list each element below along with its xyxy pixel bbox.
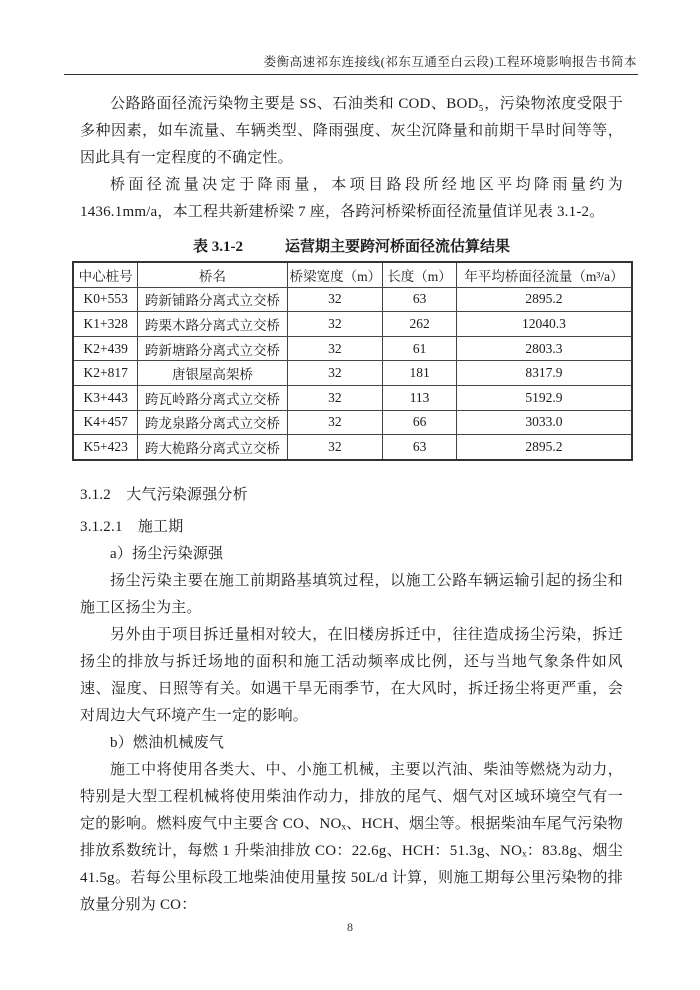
cell-runoff: 3033.0 <box>456 410 632 435</box>
paragraph-bridge-runoff: 桥面径流量决定于降雨量，本项目路段所经地区平均降雨量约为 1436.1mm/a，本工程共新建桥梁 7 座，各跨河桥梁桥面径流量值详见表 3.1-2。 <box>80 177 623 220</box>
cell-width: 32 <box>287 287 383 312</box>
cell-length: 181 <box>383 361 457 386</box>
cell-stake: K5+423 <box>73 435 138 460</box>
cell-bridge-name: 跨瓦岭路分离式立交桥 <box>138 385 287 410</box>
table-row <box>73 361 632 386</box>
cell-length: 63 <box>383 287 457 312</box>
cell-length: 66 <box>383 410 457 435</box>
list-item-b: b）燃油机械废气 <box>110 734 225 751</box>
cell-width: 32 <box>287 435 383 460</box>
col-header-length: 长度（m） <box>383 262 457 287</box>
list-item-a: a）扬尘污染源强 <box>110 545 224 562</box>
table-caption <box>80 235 623 256</box>
col-header-width: 桥梁宽度（m） <box>287 262 383 287</box>
cell-width: 32 <box>287 385 383 410</box>
cell-runoff: 2895.2 <box>456 287 632 312</box>
header-rule <box>64 74 638 75</box>
table-caption-title: 运营期主要跨河桥面径流估算结果 <box>284 239 510 255</box>
table-row <box>73 287 632 312</box>
paragraph-dust-source: 扬尘污染主要在施工前期路基填筑过程，以施工公路车辆运输引起的扬尘和施工区扬尘为主。 <box>80 572 623 616</box>
cell-runoff: 2803.3 <box>456 336 632 361</box>
cell-bridge-name: 跨龙泉路分离式立交桥 <box>138 410 287 435</box>
section-heading-3-1-2-1: 3.1.2.1 施工期 <box>80 518 184 535</box>
table-caption-label: 表 3.1-2 <box>192 239 243 255</box>
cell-width: 32 <box>287 312 383 337</box>
cell-runoff: 8317.9 <box>456 361 632 386</box>
col-header-stake: 中心桩号 <box>73 262 138 287</box>
paragraph-runoff-pollutants: 公路路面径流污染物主要是 SS、石油类和 COD、BOD₅，污染物浓度受限于多种因素，如车流量、车辆类型、降雨强度、灰尘沉降量和前期干旱时间等等，因此具有一定程度的不确定性。 <box>80 96 623 166</box>
page-number: 8 <box>347 920 353 934</box>
col-header-annual-runoff: 年平均桥面径流量（m³/a） <box>456 262 632 287</box>
table-row <box>73 385 632 410</box>
table-row <box>73 312 632 337</box>
cell-bridge-name: 跨栗木路分离式立交桥 <box>138 312 287 337</box>
cell-width: 32 <box>287 410 383 435</box>
cell-runoff: 2895.2 <box>456 435 632 460</box>
cell-length: 113 <box>383 385 457 410</box>
cell-stake: K2+817 <box>73 361 138 386</box>
col-header-bridge-name: 桥名 <box>138 262 287 287</box>
cell-width: 32 <box>287 361 383 386</box>
paragraph-demolition-dust: 另外由于项目拆迁量相对较大，在旧楼房拆迁中，往往造成扬尘污染，拆迁扬尘的排放与拆迁场地的面积和施工活动频率成比例，还与当地气象条件如风速、湿度、日照等有关。如遇干旱无雨季节，在大风时，拆迁扬尘将更严重，会对周边大气环境产生一定的影响。 <box>80 626 623 724</box>
page-content <box>80 91 623 919</box>
cell-length: 63 <box>383 435 457 460</box>
cell-runoff: 12040.3 <box>456 312 632 337</box>
cell-width: 32 <box>287 336 383 361</box>
cell-bridge-name: 跨新塘路分离式立交桥 <box>138 336 287 361</box>
cell-bridge-name: 跨大桅路分离式立交桥 <box>138 435 287 460</box>
cell-length: 262 <box>383 312 457 337</box>
cell-stake: K2+439 <box>73 336 138 361</box>
cell-length: 61 <box>383 336 457 361</box>
cell-stake: K0+553 <box>73 287 138 312</box>
running-header: 娄衡高速祁东连接线(祁东互通至白云段)工程环境影响报告书简本 <box>263 55 637 69</box>
table-row <box>73 336 632 361</box>
table-row <box>73 435 632 460</box>
cell-stake: K1+328 <box>73 312 138 337</box>
table-header-row <box>73 262 632 287</box>
section-heading-3-1-2: 3.1.2 大气污染源强分析 <box>80 486 248 503</box>
cell-stake: K3+443 <box>73 385 138 410</box>
paragraph-fuel-exhaust: 施工中将使用各类大、中、小施工机械，主要以汽油、柴油等燃烧为动力，特别是大型工程机械将使用柴油作动力，排放的尾气、烟气对区域环境空气有一定的影响。燃料废气中主要含 CO、NOₓ、HCH、烟尘等。根据柴油车尾气污染物排放系数统计，每燃 1 升柴油排放 CO：22.6g、HCH：51.3g、NOₓ：83.8g、烟尘 41.5g。若每公里标段工地柴油使用量按 50L/d 计算，则施工期每公里污染物的排放量分别为 CO： <box>80 761 623 913</box>
cell-bridge-name: 跨新铺路分离式立交桥 <box>138 287 287 312</box>
cell-bridge-name: 唐银屋高架桥 <box>138 361 287 386</box>
table-row <box>73 410 632 435</box>
cell-runoff: 5192.9 <box>456 385 632 410</box>
bridge-runoff-table <box>72 261 633 461</box>
cell-stake: K4+457 <box>73 410 138 435</box>
